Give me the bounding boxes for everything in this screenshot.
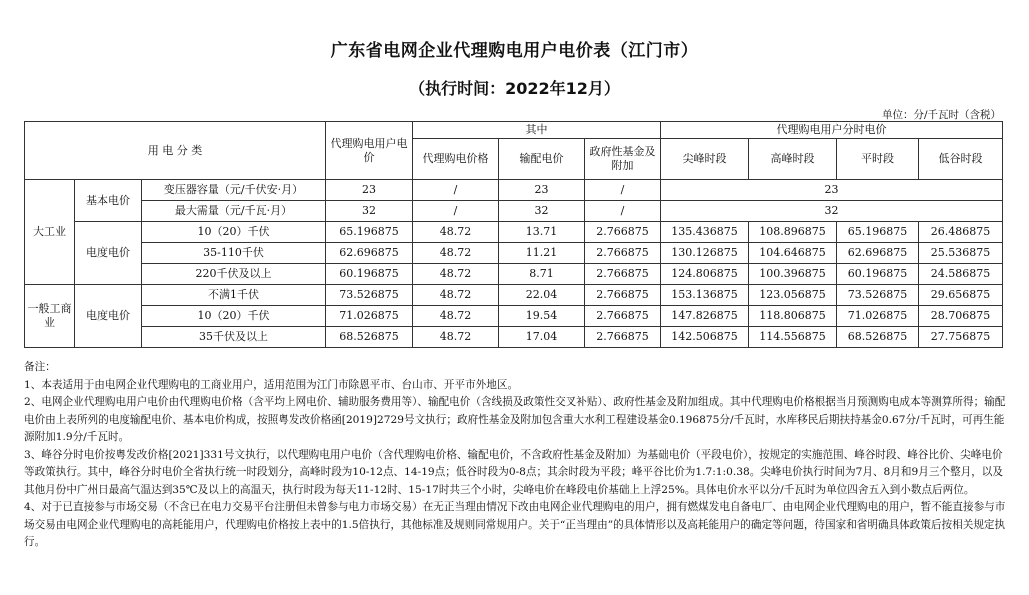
cell: 71.026875	[326, 306, 413, 327]
price-table	[24, 121, 1003, 348]
table-row	[25, 306, 1003, 327]
cell: 68.526875	[837, 327, 919, 348]
cell: 23	[661, 180, 1003, 201]
group-energy-price: 电度电价	[75, 285, 142, 348]
cell: 118.806875	[749, 306, 837, 327]
header-valley: 低谷时段	[919, 139, 1003, 180]
cell: 153.136875	[661, 285, 749, 306]
header-fund-surcharge: 政府性基金及附加	[585, 139, 661, 180]
cell: 65.196875	[326, 222, 413, 243]
cell: 23	[499, 180, 585, 201]
note-item: 1、本表适用于由电网企业代理购电的工商业用户，适用范围为江门市除恩平市、台山市、开平市外地区。	[24, 378, 519, 391]
cell: 48.72	[413, 264, 499, 285]
cell: 2.766875	[585, 243, 661, 264]
group-general-industry: 一般工商业	[25, 285, 75, 348]
cell: 26.486875	[919, 222, 1003, 243]
group-basic-price: 基本电价	[75, 180, 142, 222]
note-item: 3、峰谷分时电价按粤发改价格[2021]331号文执行，以代理购电用户电价（含代理购电价格、输配电价，不含政府性基金及附加）为基础电价（平段电价），按规定的实施范围、峰谷时段、峰谷比价、尖峰电价等政策执行。其中，峰谷分时电价全省执行统一时段划分，高峰时段为10-12点、14-19点；低谷时段为0-8点；其余时段为平段；峰平谷比价为1.7:1:0.38。尖峰电价执行时间为7月、8月和9月三个整月，以及其他月份中广州日最高气温达到35℃及以上的高温天，执行时段为每天11-12时、15-17时共三个小时，尖峰电价在峰段电价基础上上浮25%。具体电价水平以分/千瓦时为单位四舍五入到小数点后两位。	[24, 448, 1003, 496]
table-row	[25, 222, 1003, 243]
cell: 2.766875	[585, 285, 661, 306]
cell: 22.04	[499, 285, 585, 306]
header-flat: 平时段	[837, 139, 919, 180]
header-of-which: 其中	[413, 122, 661, 139]
cell: 2.766875	[585, 264, 661, 285]
cell: 124.806875	[661, 264, 749, 285]
cell: 48.72	[413, 222, 499, 243]
row-label: 最大需量（元/千瓦·月）	[142, 201, 326, 222]
cell: 142.506875	[661, 327, 749, 348]
cell: 108.896875	[749, 222, 837, 243]
cell: 123.056875	[749, 285, 837, 306]
table-row	[25, 201, 1003, 222]
row-label: 220千伏及以上	[142, 264, 326, 285]
cell: 130.126875	[661, 243, 749, 264]
row-label: 35千伏及以上	[142, 327, 326, 348]
group-energy-price: 电度电价	[75, 222, 142, 285]
cell: 17.04	[499, 327, 585, 348]
cell: 25.536875	[919, 243, 1003, 264]
notes-section	[24, 359, 1006, 552]
header-row-1	[25, 122, 1003, 139]
cell: 32	[661, 201, 1003, 222]
cell: 114.556875	[749, 327, 837, 348]
header-high: 高峰时段	[749, 139, 837, 180]
cell: /	[585, 201, 661, 222]
cell: 24.586875	[919, 264, 1003, 285]
cell: 71.026875	[837, 306, 919, 327]
cell: 32	[499, 201, 585, 222]
row-label: 10（20）千伏	[142, 306, 326, 327]
header-purchase-price: 代理购电价格	[413, 139, 499, 180]
cell: /	[413, 180, 499, 201]
header-category: 用 电 分 类	[25, 122, 326, 180]
cell: 68.526875	[326, 327, 413, 348]
cell: 28.706875	[919, 306, 1003, 327]
cell: 2.766875	[585, 222, 661, 243]
cell: 29.656875	[919, 285, 1003, 306]
cell: 135.436875	[661, 222, 749, 243]
header-distribution-price: 输配电价	[499, 139, 585, 180]
cell: 2.766875	[585, 327, 661, 348]
cell: 60.196875	[837, 264, 919, 285]
cell: 48.72	[413, 306, 499, 327]
cell: 2.766875	[585, 306, 661, 327]
cell: 62.696875	[326, 243, 413, 264]
group-large-industry: 大工业	[25, 180, 75, 285]
table-row	[25, 180, 1003, 201]
cell: 147.826875	[661, 306, 749, 327]
cell: 48.72	[413, 285, 499, 306]
table-row	[25, 327, 1003, 348]
cell: 19.54	[499, 306, 585, 327]
row-label: 35-110千伏	[142, 243, 326, 264]
cell: 73.526875	[326, 285, 413, 306]
header-tou-price: 代理购电用户分时电价	[661, 122, 1003, 139]
row-label: 不满1千伏	[142, 285, 326, 306]
page-title: 广东省电网企业代理购电用户电价表（江门市）	[330, 41, 699, 61]
table-row	[25, 285, 1003, 306]
note-item: 2、电网企业代理购电用户电价由代理购电价格（含平均上网电价、辅助服务费用等）、输配电价（含线损及政策性交叉补贴）、政府性基金及附加组成。其中代理购电价格根据当月预测购电成本等测算所得；输配电价由上表所列的电度输配电价、基本电价构成，按照粤发改价格函[2019]2729号文执行；政府性基金及附加包含重大水利工程建设基金0.196875分/千瓦时，水库移民后期扶持基金0.67分/千瓦时，可再生能源附加1.9分/千瓦时。	[24, 396, 1006, 443]
cell: 65.196875	[837, 222, 919, 243]
table-row	[25, 264, 1003, 285]
notes-heading: 备注：	[24, 361, 56, 373]
cell: 23	[326, 180, 413, 201]
note-item: 4、对于已直接参与市场交易（不含已在电力交易平台注册但未曾参与电力市场交易）在无正当理由情况下改由电网企业代理购电的用户，拥有燃煤发电自备电厂、由电网企业代理购电的用户，暂不能直接参与市场交易由电网企业代理购电的高耗能用户，代理购电价格按上表中的1.5倍执行，其他标准及规则同常规用户。关于“正当理由”的具体情形以及高耗能用户的确定等问题，待国家和省明确具体政策后按相关规定执行。	[24, 501, 1006, 548]
cell: 48.72	[413, 327, 499, 348]
cell: 48.72	[413, 243, 499, 264]
cell: /	[413, 201, 499, 222]
unit-label: 单位：分/千瓦时（含税）	[881, 109, 1001, 121]
header-peak: 尖峰时段	[661, 139, 749, 180]
cell: 11.21	[499, 243, 585, 264]
page-subtitle: （执行时间：2022年12月）	[409, 79, 620, 98]
cell: 13.71	[499, 222, 585, 243]
cell: 8.71	[499, 264, 585, 285]
cell: 60.196875	[326, 264, 413, 285]
cell: 73.526875	[837, 285, 919, 306]
cell: 62.696875	[837, 243, 919, 264]
cell: 27.756875	[919, 327, 1003, 348]
header-agent-price: 代理购电用户电价	[326, 122, 413, 180]
row-label: 10（20）千伏	[142, 222, 326, 243]
cell: /	[585, 180, 661, 201]
table-row	[25, 243, 1003, 264]
cell: 100.396875	[749, 264, 837, 285]
cell: 104.646875	[749, 243, 837, 264]
cell: 32	[326, 201, 413, 222]
row-label: 变压器容量（元/千伏安·月）	[142, 180, 326, 201]
